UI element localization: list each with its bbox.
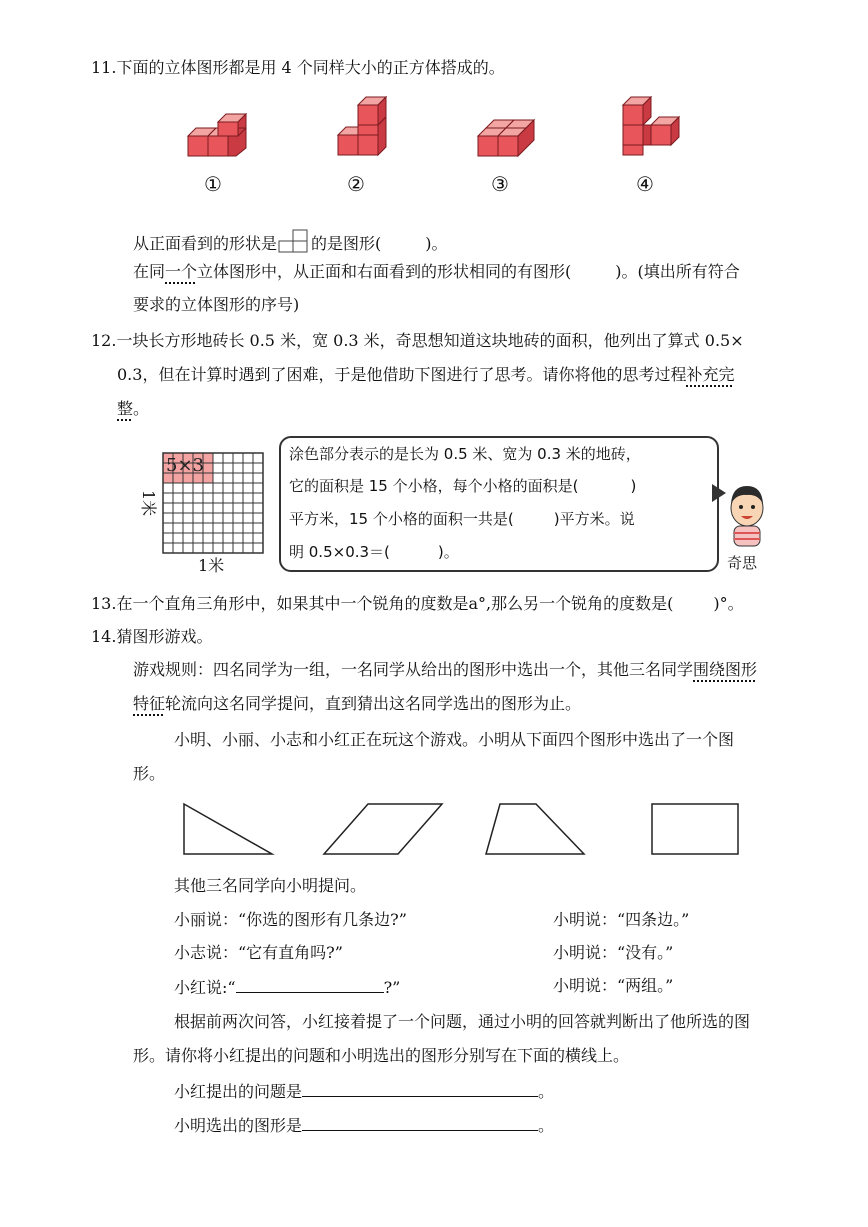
cube-figure-1 bbox=[180, 108, 270, 163]
answer-question-blank[interactable] bbox=[302, 1080, 538, 1097]
figure-label-2: ② bbox=[347, 172, 365, 196]
q14-para1-cont: 形。 bbox=[133, 764, 166, 783]
answer-question-line: 小红提出的问题是 。 bbox=[174, 1082, 555, 1101]
shade-label: 5×3 bbox=[166, 455, 204, 476]
q11-line2: 在同一个立体图形中，从正面和右面看到的形状相同的有图形( )。(填出所有符合 bbox=[133, 262, 740, 281]
right-triangle-shape bbox=[180, 800, 280, 860]
figure-label-1: ① bbox=[204, 172, 222, 196]
question-blank[interactable] bbox=[236, 976, 384, 993]
dialog-3-answer: 小明说：“两组。” bbox=[553, 976, 674, 995]
q11-line3: 要求的立体图形的序号) bbox=[133, 295, 300, 314]
character-name: 奇思 bbox=[727, 554, 758, 572]
bubble-line4: 明 0.5×0.3＝( )。 bbox=[289, 543, 459, 561]
trapezoid-shape bbox=[482, 800, 592, 860]
dialog-1-answer: 小明说：“四条边。” bbox=[553, 910, 690, 929]
bubble-line3: 平方米，15 个小格的面积一共是( )平方米。说 bbox=[289, 510, 635, 528]
dialog-1-question: 小丽说：“你选的图形有几条边?” bbox=[174, 910, 407, 929]
q13-line: 13.在一个直角三角形中，如果其中一个锐角的度数是a°,那么另一个锐角的度数是( )°。 bbox=[91, 594, 744, 613]
rectangle-shape bbox=[648, 800, 744, 860]
q14-para1: 小明、小丽、小志和小红正在玩这个游戏。小明从下面四个图形中选出了一个图 bbox=[174, 730, 735, 749]
q14-ask: 其他三名同学向小明提问。 bbox=[174, 876, 367, 895]
bubble-line1: 涂色部分表示的是长为 0.5 米、宽为 0.3 米的地砖， bbox=[289, 445, 641, 463]
q14-para2-cont: 形。请你将小红提出的问题和小明选出的图形分别写在下面的横线上。 bbox=[133, 1046, 630, 1065]
q11-line1: 从正面看到的形状是 的是图形( )。 bbox=[133, 229, 448, 254]
y-axis-label: 1米 bbox=[139, 490, 158, 517]
q12-line1: 12.一块长方形地砖长 0.5 米，宽 0.3 米，奇思想知道这块地砖的面积，他列出了算式 0.5× bbox=[91, 331, 744, 350]
dialog-2-answer: 小明说：“没有。” bbox=[553, 943, 674, 962]
dialog-2-question: 小志说：“它有直角吗?” bbox=[174, 943, 343, 962]
answer-shape-blank[interactable] bbox=[302, 1114, 538, 1131]
figure-label-4: ④ bbox=[636, 172, 654, 196]
cube-figure-2 bbox=[330, 95, 400, 163]
q11-stem: 11.下面的立体图形都是用 4 个同样大小的正方体搭成的。 bbox=[91, 58, 505, 77]
q14-title: 14.猜图形游戏。 bbox=[91, 627, 213, 646]
q14-rule-line1: 游戏规则：四名同学为一组，一名同学从给出的图形中选出一个，其他三名同学围绕图形 bbox=[133, 660, 758, 679]
x-axis-label: 1米 bbox=[198, 556, 225, 575]
figure-label-3: ③ bbox=[491, 172, 509, 196]
answer-shape-line: 小明选出的图形是 。 bbox=[174, 1116, 555, 1135]
q14-para2: 根据前两次问答，小红接着提了一个问题，通过小明的回答就判断出了他所选的图 bbox=[174, 1012, 751, 1031]
cube-figure-4 bbox=[615, 95, 690, 163]
boy-character-illustration bbox=[722, 478, 772, 548]
front-view-shape-icon bbox=[277, 229, 311, 253]
dialog-3-question: 小红说:“ ?” bbox=[174, 978, 401, 997]
q12-line3: 整。 bbox=[117, 399, 150, 418]
parallelogram-shape bbox=[320, 800, 450, 860]
q14-rule-line2: 特征轮流向这名同学提问，直到猜出这名同学选出的图形为止。 bbox=[133, 694, 582, 713]
bubble-line2: 它的面积是 15 个小格，每个小格的面积是( ) bbox=[289, 477, 637, 495]
q12-line2: 0.3，但在计算时遇到了困难，于是他借助下图进行了思考。请你将他的思考过程补充完 bbox=[117, 365, 735, 384]
cube-figure-3 bbox=[470, 116, 550, 163]
